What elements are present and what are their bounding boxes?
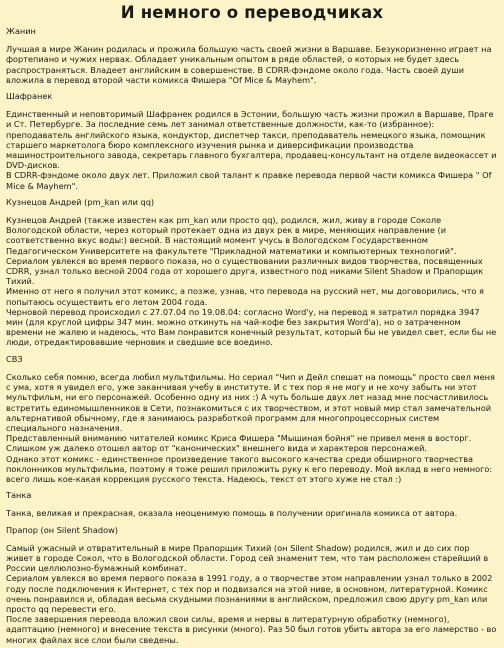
section-heading: Шафранек bbox=[6, 91, 53, 102]
paragraph: Сколько себя помню, всегда любил мультфильмы. Но сериал "Чип и Дейл спешат на помощь" просто свел меня с ума, хотя я увидел его, уже заканчивая учебу в институте. И с тех пор я не могу и не хочу забыть ни этот мультфильм, ни его персонажей. Особенно одну из них :) А чуть больше двух лет назад мне посчастливилось встретить единомышленников в Сети, познакомиться с их творчеством, и этот новый мир стал замечательной альтернативой обычному, где я занимаюсь разработкой программ для многопроцессорных систем специального назначения. bbox=[6, 371, 495, 433]
section-shafranek bbox=[6, 91, 498, 191]
paragraph: Кузнецов Андрей (также известен как pm_kan или просто qq), родился, жил, живу в городе Соколе Вологодской области, через который протекает одна из двух рек в мире, меняющих направление (и соответственно вкус воды:) весной. В настоящий момент учусь в Вологодском Государственном Педагогическом Университете на факультете "Прикладной математики и компьютерных технологий". bbox=[6, 215, 457, 256]
paragraph: Самый ужасный и отвратительный в мире Прапорщик Тихий (он Silent Shadow) родился, жил и до сих пор живет в городе Сокол, что в Вологодской области. Город сей знаменит тем, что там расположен старейший в России целлюлозно-бумажный комбинат. bbox=[6, 542, 489, 574]
section-zhanin bbox=[6, 26, 498, 85]
paragraph: После завершения перевода вложил свои силы, время и нервы в литературную обработку (немного), адаптацию (немного) и внесение текста в рисунки (много). Раз 50 был готов убить автора за его ламерство - во многих файлах все слои были сведены. bbox=[6, 614, 497, 645]
section-prapor bbox=[6, 525, 498, 645]
paragraph: Танка, великая и прекрасная, оказала неоценимую помощь в получении оригинала комикса от автора. bbox=[6, 508, 458, 519]
paragraph: Сериалом увлекся во время первого показа в 1991 году, а о творчестве этом направлении узнал только в 2002 году после подключения к Интернет, с тех пор и подвизался на этой ниве, в основном, литературной. Комикс очень понравился и, обладая весьма скудными познаниями в английском, предложил свою другу pm_kan или просто qq перевести его. bbox=[6, 573, 493, 614]
section-heading: Жанин bbox=[6, 26, 36, 36]
paragraph: Единственный и неповторимый Шафранек родился в Эстонии, большую часть жизни прожил в Варшаве, Праге и Ст. Петербурге. За последние семь лет занимал ответственные должности, как-то (избранное): преподаватель английского языка, кондуктор, диспетчер такси, преподаватель немецкого языка, помощник старшего маркетолога бюро комплексного изучения рынка и диверсификации производства машиностроительного завода, секретарь главного бухгалтера, продавец-консультант на отделе видеокассет и DVD-дисков. bbox=[6, 109, 497, 171]
paragraph: Представленный вниманию читателей комикс Криса Фишера "Мышиная бойня" не привел меня в восторг. Слишком уж далеко отошел автор от "канонических" внешнего вида и характеров персонажей. bbox=[6, 433, 472, 454]
section-heading: Танка bbox=[6, 490, 32, 501]
paragraph: В CDRR-фэндоме около двух лет. Приложил свой талант к правке перевода первой части комикса Фишера " Of Mice & Mayhem". bbox=[6, 170, 492, 191]
section-kuznetsov bbox=[6, 197, 498, 348]
paragraph: Однако этот комикс - единственное произведение такого высокого качества среди обширного творчества поклонников мультфильма, поэтому я тоже решил приложить руку к его переводу. Мой вклад в него немного: всего лишь кое-какая коррекция русского текста. Надеюсь, текст от этого хуже не стал :) bbox=[6, 453, 493, 484]
section-svz bbox=[6, 354, 498, 484]
paragraph: Сериалом увлекся во время первого показа, но о существовании различных видов творчества, посвященных CDRR, узнал только весной 2004 года от хорошего друга, известного под никами Silent Shadow и Прапорщик Тихий. bbox=[6, 255, 484, 287]
section-heading: СВЗ bbox=[6, 353, 23, 364]
paragraph: Лучшая в мире Жанин родилась и прожила большую часть своей жизни в Варшаве. Безукоризненно играет на фортепиано и чужих нервах. Обладает уникальным опытом в ряде областей, о которых не будет здесь распространяться. Владеет английским в совершенстве. В CDRR-фэндоме около года. Часть своей души вложила в перевод второй части комикса Фишера "Of Mice & Mayhem". bbox=[6, 44, 492, 85]
section-heading: Прапор (он Silent Shadow) bbox=[6, 524, 118, 535]
page-title: И немного о переводчиках bbox=[120, 3, 384, 22]
paragraph: Именно от него я получил этот комикс, а позже, узнав, что перевода на русский нет, мы договорились, что я попытаюсь осуществить его летом 2004 года. bbox=[6, 286, 484, 307]
paragraph: Черновой перевод происходил с 27.07.04 по 19.08.04: согласно Word'у, на перевод я затратил порядка 3947 мин (для круглой цифры 347 мин. можно откинуть на чай-кофе без закрытия Word'а), но о затраченном времени не жалею и надеюсь, что Вам понравится конечный результат, который бы не увидел свет, если бы не люди, отредактировавшие черновик и сведшие все воедино. bbox=[6, 306, 497, 348]
section-tanka bbox=[6, 490, 498, 518]
section-heading: Кузнецов Андрей (pm_kan или qq) bbox=[6, 196, 155, 207]
